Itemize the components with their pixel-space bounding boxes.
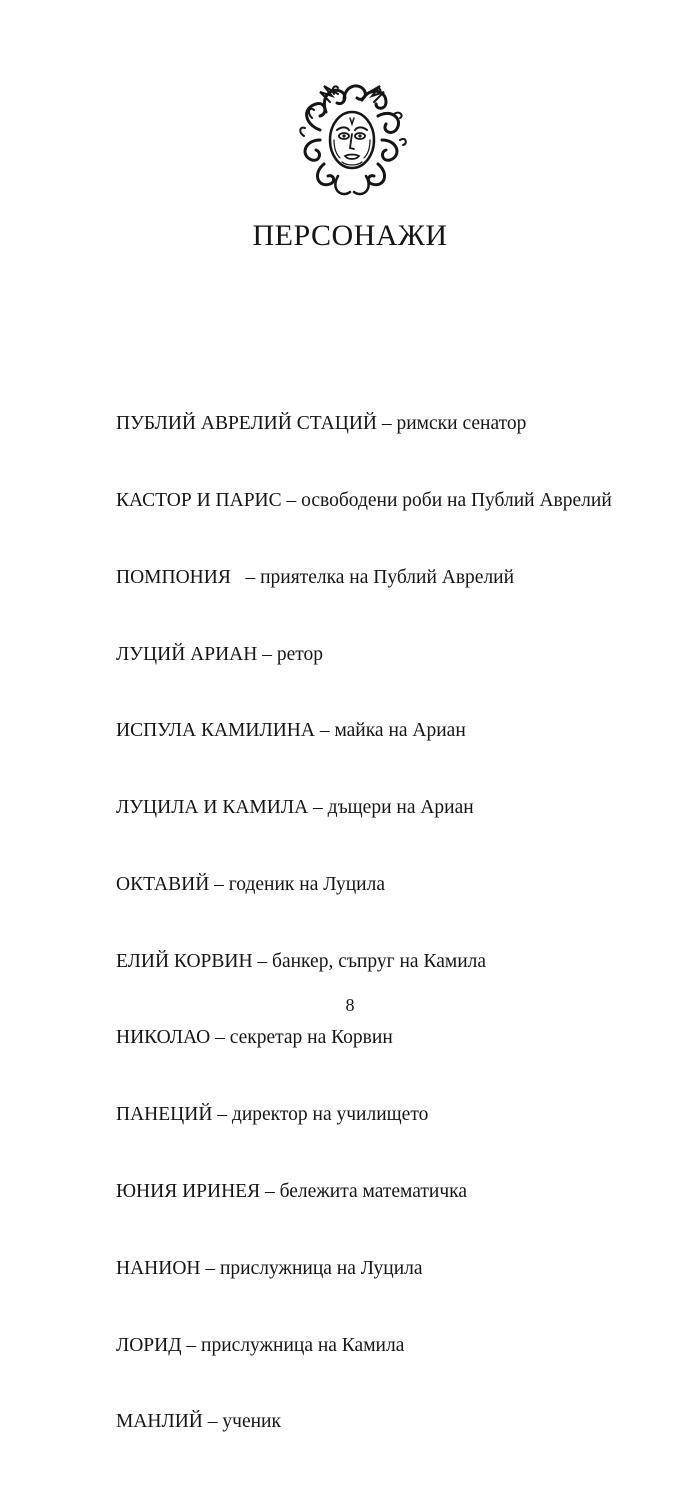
list-item: ЛОРИД – прислужница на Камила <box>116 1334 405 1356</box>
list-item: ПУБЛИЙ АВРЕЛИЙ СТАЦИЙ – римски сенатор <box>116 413 527 435</box>
page-title: ПЕРСОНАЖИ <box>252 219 448 252</box>
page-number: 8 <box>345 995 355 1015</box>
list-item: ЕЛИЙ КОРВИН – банкер, съпруг на Камила <box>116 950 487 972</box>
list-item: ЮНИЯ ИРИНЕЯ – бележита математичка <box>116 1181 467 1202</box>
list-item: ОКТАВИЙ – годеник на Луцила <box>116 873 385 895</box>
list-item: ИСПУЛА КАМИЛИНА – майка на Ариан <box>116 720 466 742</box>
list-item: НАНИОН – прислужница на Луцила <box>116 1257 423 1279</box>
list-item: ПОМПОНИЯ – приятелка на Публий Аврелий <box>116 566 515 588</box>
list-item: ЛУЦИЙ АРИАН – ретор <box>116 643 323 665</box>
list-item: ПАНЕЦИЙ – директор на училището <box>116 1104 429 1126</box>
list-item: НИКОЛАО – секретар на Корвин <box>116 1027 393 1049</box>
list-item: КАСТОР И ПАРИС – освободени роби на Публий Аврелий <box>116 489 612 511</box>
list-item: ЛУЦИЛА И КАМИЛА – дъщери на Ариан <box>116 797 474 819</box>
list-item: МАНЛИЙ – ученик <box>116 1411 281 1433</box>
medusa-head-icon <box>290 78 414 202</box>
character-list <box>116 360 612 1486</box>
